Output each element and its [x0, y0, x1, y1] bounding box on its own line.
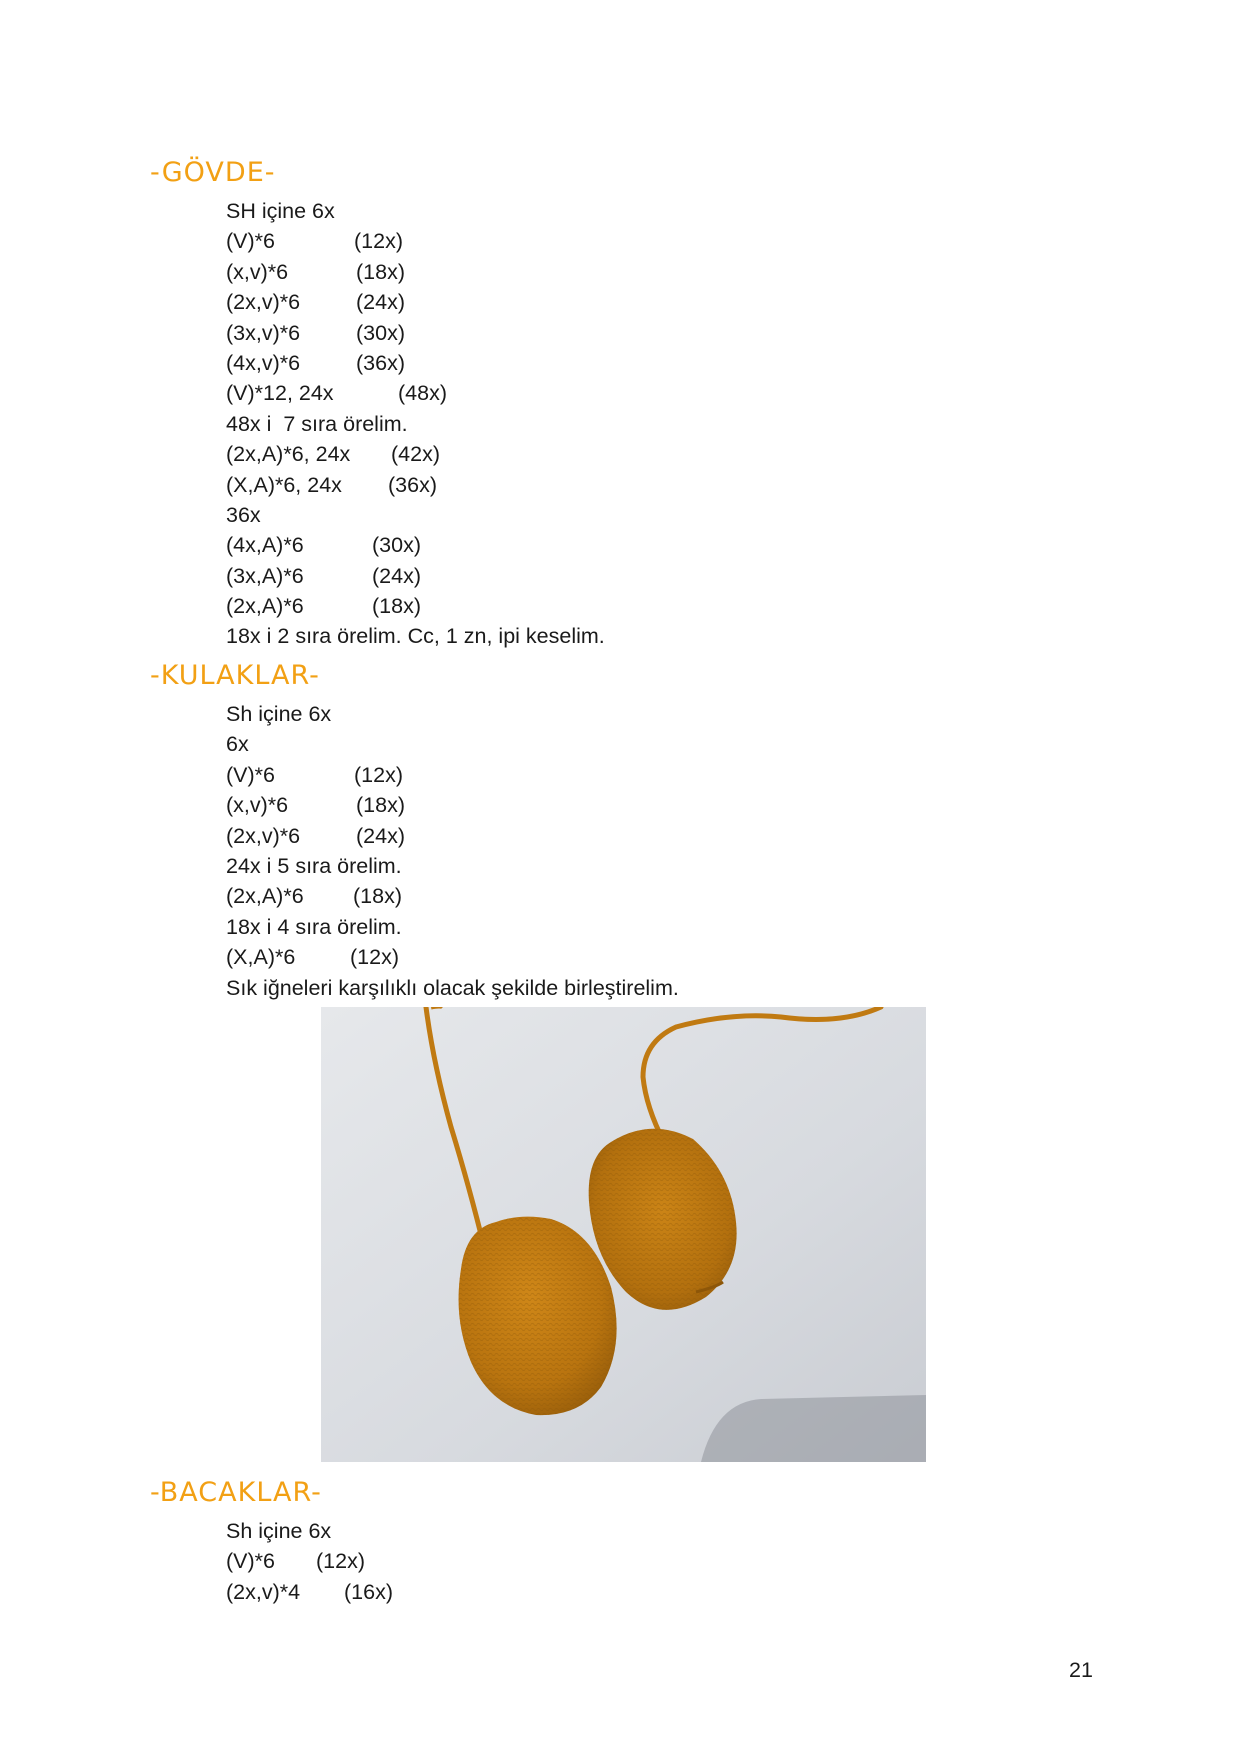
step-text: Sh içine 6x [226, 702, 332, 726]
step-text: 24x i 5 sıra örelim. [226, 853, 402, 878]
heading-kulaklar: -KULAKLAR- [150, 660, 320, 691]
page-number: 21 [1069, 1658, 1093, 1682]
step-text: 18x i 2 sıra örelim. Cc, 1 zn, ipi keselim. [226, 624, 605, 649]
step-text: (V)*6 [226, 229, 275, 254]
heading-bacaklar: -BACAKLAR- [150, 1477, 322, 1508]
step-text: 18x i 4 sıra örelim. [226, 914, 402, 939]
stitch-count: (18x) [372, 594, 421, 619]
step-text: (2x,v)*4 [226, 1579, 301, 1604]
stitch-count: (12x) [350, 945, 399, 970]
stitch-count: (18x) [353, 884, 402, 909]
step-text: 6x [226, 732, 249, 757]
step-text: (2x,v)*6 [226, 823, 301, 848]
stitch-count: (30x) [372, 533, 421, 558]
crocheted-ears-photo [321, 1007, 926, 1462]
step-text: (2x,v)*6 [226, 290, 301, 315]
step-text: Sh içine 6x [226, 1519, 332, 1543]
step-text: (3x,A)*6 [226, 563, 304, 588]
stitch-count: (36x) [356, 350, 405, 375]
step-text: (4x,v)*6 [226, 350, 301, 375]
step-text: SH içine 6x [226, 199, 335, 223]
stitch-count: (16x) [344, 1579, 393, 1604]
step-text: (3x,v)*6 [226, 320, 301, 345]
stitch-count: (24x) [356, 290, 405, 315]
stitch-count: (12x) [316, 1549, 365, 1574]
stitch-count: (24x) [356, 823, 405, 848]
step-text: (V)*6 [226, 1549, 275, 1574]
stitch-count: (18x) [356, 259, 405, 284]
stitch-count: (30x) [356, 320, 405, 345]
step-text: (2x,A)*6 [226, 884, 304, 909]
stitch-count: (18x) [356, 793, 405, 818]
step-text: (X,A)*6 [226, 945, 296, 970]
step-text: (2x,A)*6, 24x [226, 442, 351, 467]
step-text: (V)*12, 24x [226, 381, 334, 406]
step-text: 36x [226, 502, 261, 527]
step-text: (X,A)*6, 24x [226, 472, 342, 497]
step-text: (2x,A)*6 [226, 594, 304, 619]
stitch-count: (36x) [388, 472, 437, 497]
stitch-count: (42x) [391, 442, 440, 467]
step-text: (V)*6 [226, 762, 275, 787]
step-text: Sık iğneleri karşılıklı olacak şekilde birleştirelim. [226, 975, 679, 1000]
step-text: (4x,A)*6 [226, 533, 304, 558]
stitch-count: (12x) [354, 762, 403, 787]
step-text: (x,v)*6 [226, 259, 289, 284]
stitch-count: (24x) [372, 563, 421, 588]
step-text: (x,v)*6 [226, 793, 289, 818]
stitch-count: (12x) [354, 229, 403, 254]
heading-govde: -GÖVDE- [150, 157, 276, 188]
stitch-count: (48x) [398, 381, 447, 406]
step-text: 48x i 7 sıra örelim. [226, 411, 408, 436]
